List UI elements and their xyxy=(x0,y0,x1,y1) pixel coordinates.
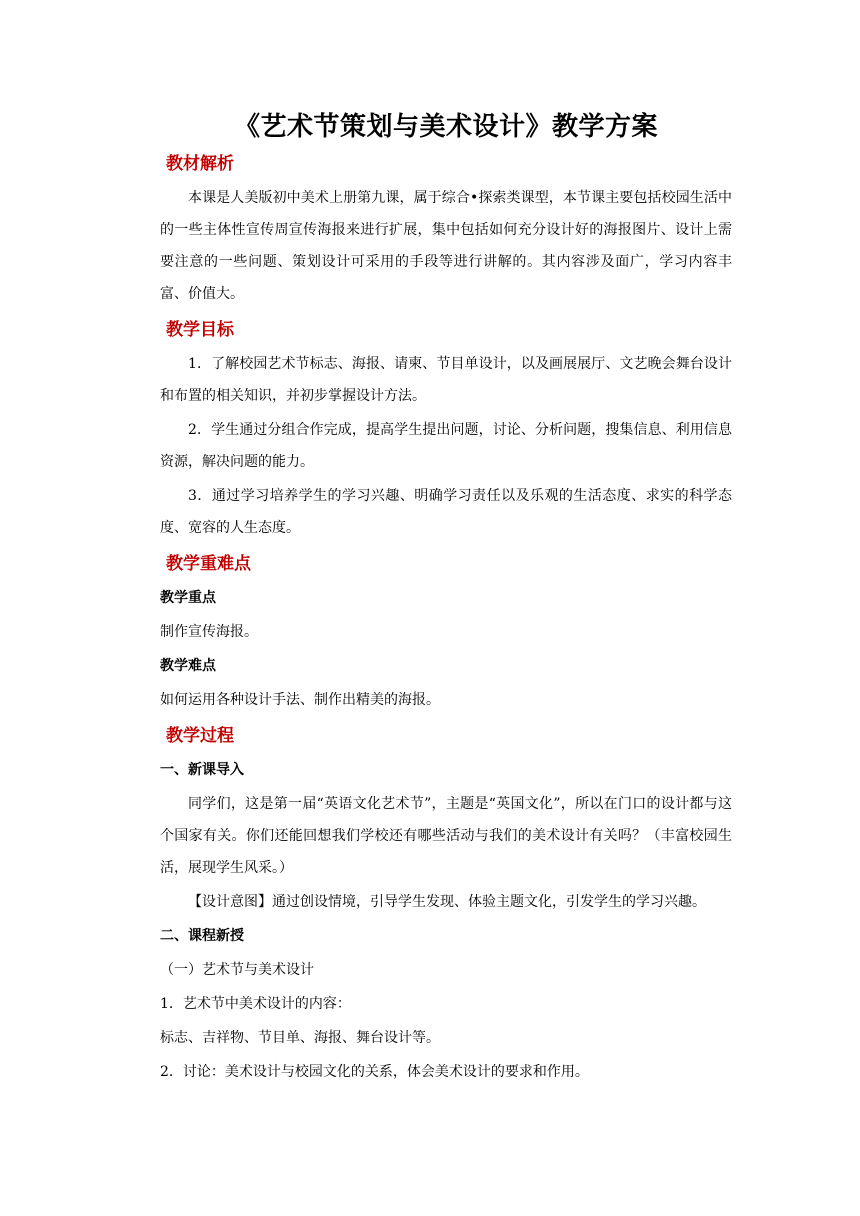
subheading-lesson-intro: 一、新课导入 xyxy=(160,762,244,778)
paragraph-goal-2: 2．学生通过分组合作完成，提高学生提出问题，讨论、分析问题，搜集信息、利用信息资源，解决问题的能力。 xyxy=(160,422,732,470)
section-heading-teaching-goals: 教学目标 xyxy=(166,320,234,340)
paragraph-textbook-analysis: 本课是人美版初中美术上册第九课，属于综合•探索类课型，本节课主要包括校园生活中的一些主体性宣传周宣传海报来进行扩展，集中包括如何充分设计好的海报图片、设计上需要注意的一些问题、策划设计可采用的手段等进行讲解的。其内容涉及面广，学习内容丰富、价值大。 xyxy=(160,190,732,302)
paragraph-lesson-intro: 同学们，这是第一届“英语文化艺术节”，主题是“英国文化”，所以在门口的设计都与这个国家有关。你们还能回想我们学校还有哪些活动与我们的美术设计有关吗？（丰富校园生活，展现学生风采。） xyxy=(160,796,732,876)
paragraph-goal-3: 3．通过学习培养学生的学习兴趣、明确学习责任以及乐观的生活态度、求实的科学态度、宽容的人生态度。 xyxy=(160,488,732,536)
subheading-new-lesson: 二、课程新授 xyxy=(160,928,244,944)
section-heading-key-difficult-points: 教学重难点 xyxy=(166,554,251,574)
paragraph-difficult-point: 如何运用各种设计手法、制作出精美的海报。 xyxy=(160,692,440,708)
list-item-design-content: 1．艺术节中美术设计的内容： xyxy=(160,996,351,1012)
paragraph-design-intent: 【设计意图】通过创设情境，引导学生发现、体验主题文化，引发学生的学习兴趣。 xyxy=(188,894,706,910)
document-page xyxy=(160,110,732,1090)
section-heading-teaching-process: 教学过程 xyxy=(166,726,234,746)
section-heading-textbook-analysis: 教材解析 xyxy=(166,154,234,174)
paragraph-key-point: 制作宣传海报。 xyxy=(160,624,258,640)
paragraph-goal-1: 1．了解校园艺术节标志、海报、请柬、节目单设计，以及画展展厅、文艺晚会舞台设计和布置的相关知识，并初步掌握设计方法。 xyxy=(160,356,732,404)
document-title: 《艺术节策划与美术设计》教学方案 xyxy=(233,112,658,142)
subheading-art-festival-design: （一）艺术节与美术设计 xyxy=(160,962,314,978)
subheading-difficult-point: 教学难点 xyxy=(160,658,216,674)
subheading-key-point: 教学重点 xyxy=(160,590,216,606)
list-item-discussion: 2．讨论：美术设计与校园文化的关系，体会美术设计的要求和作用。 xyxy=(160,1064,589,1080)
paragraph-design-content: 标志、吉祥物、节目单、海报、舞台设计等。 xyxy=(160,1030,440,1046)
